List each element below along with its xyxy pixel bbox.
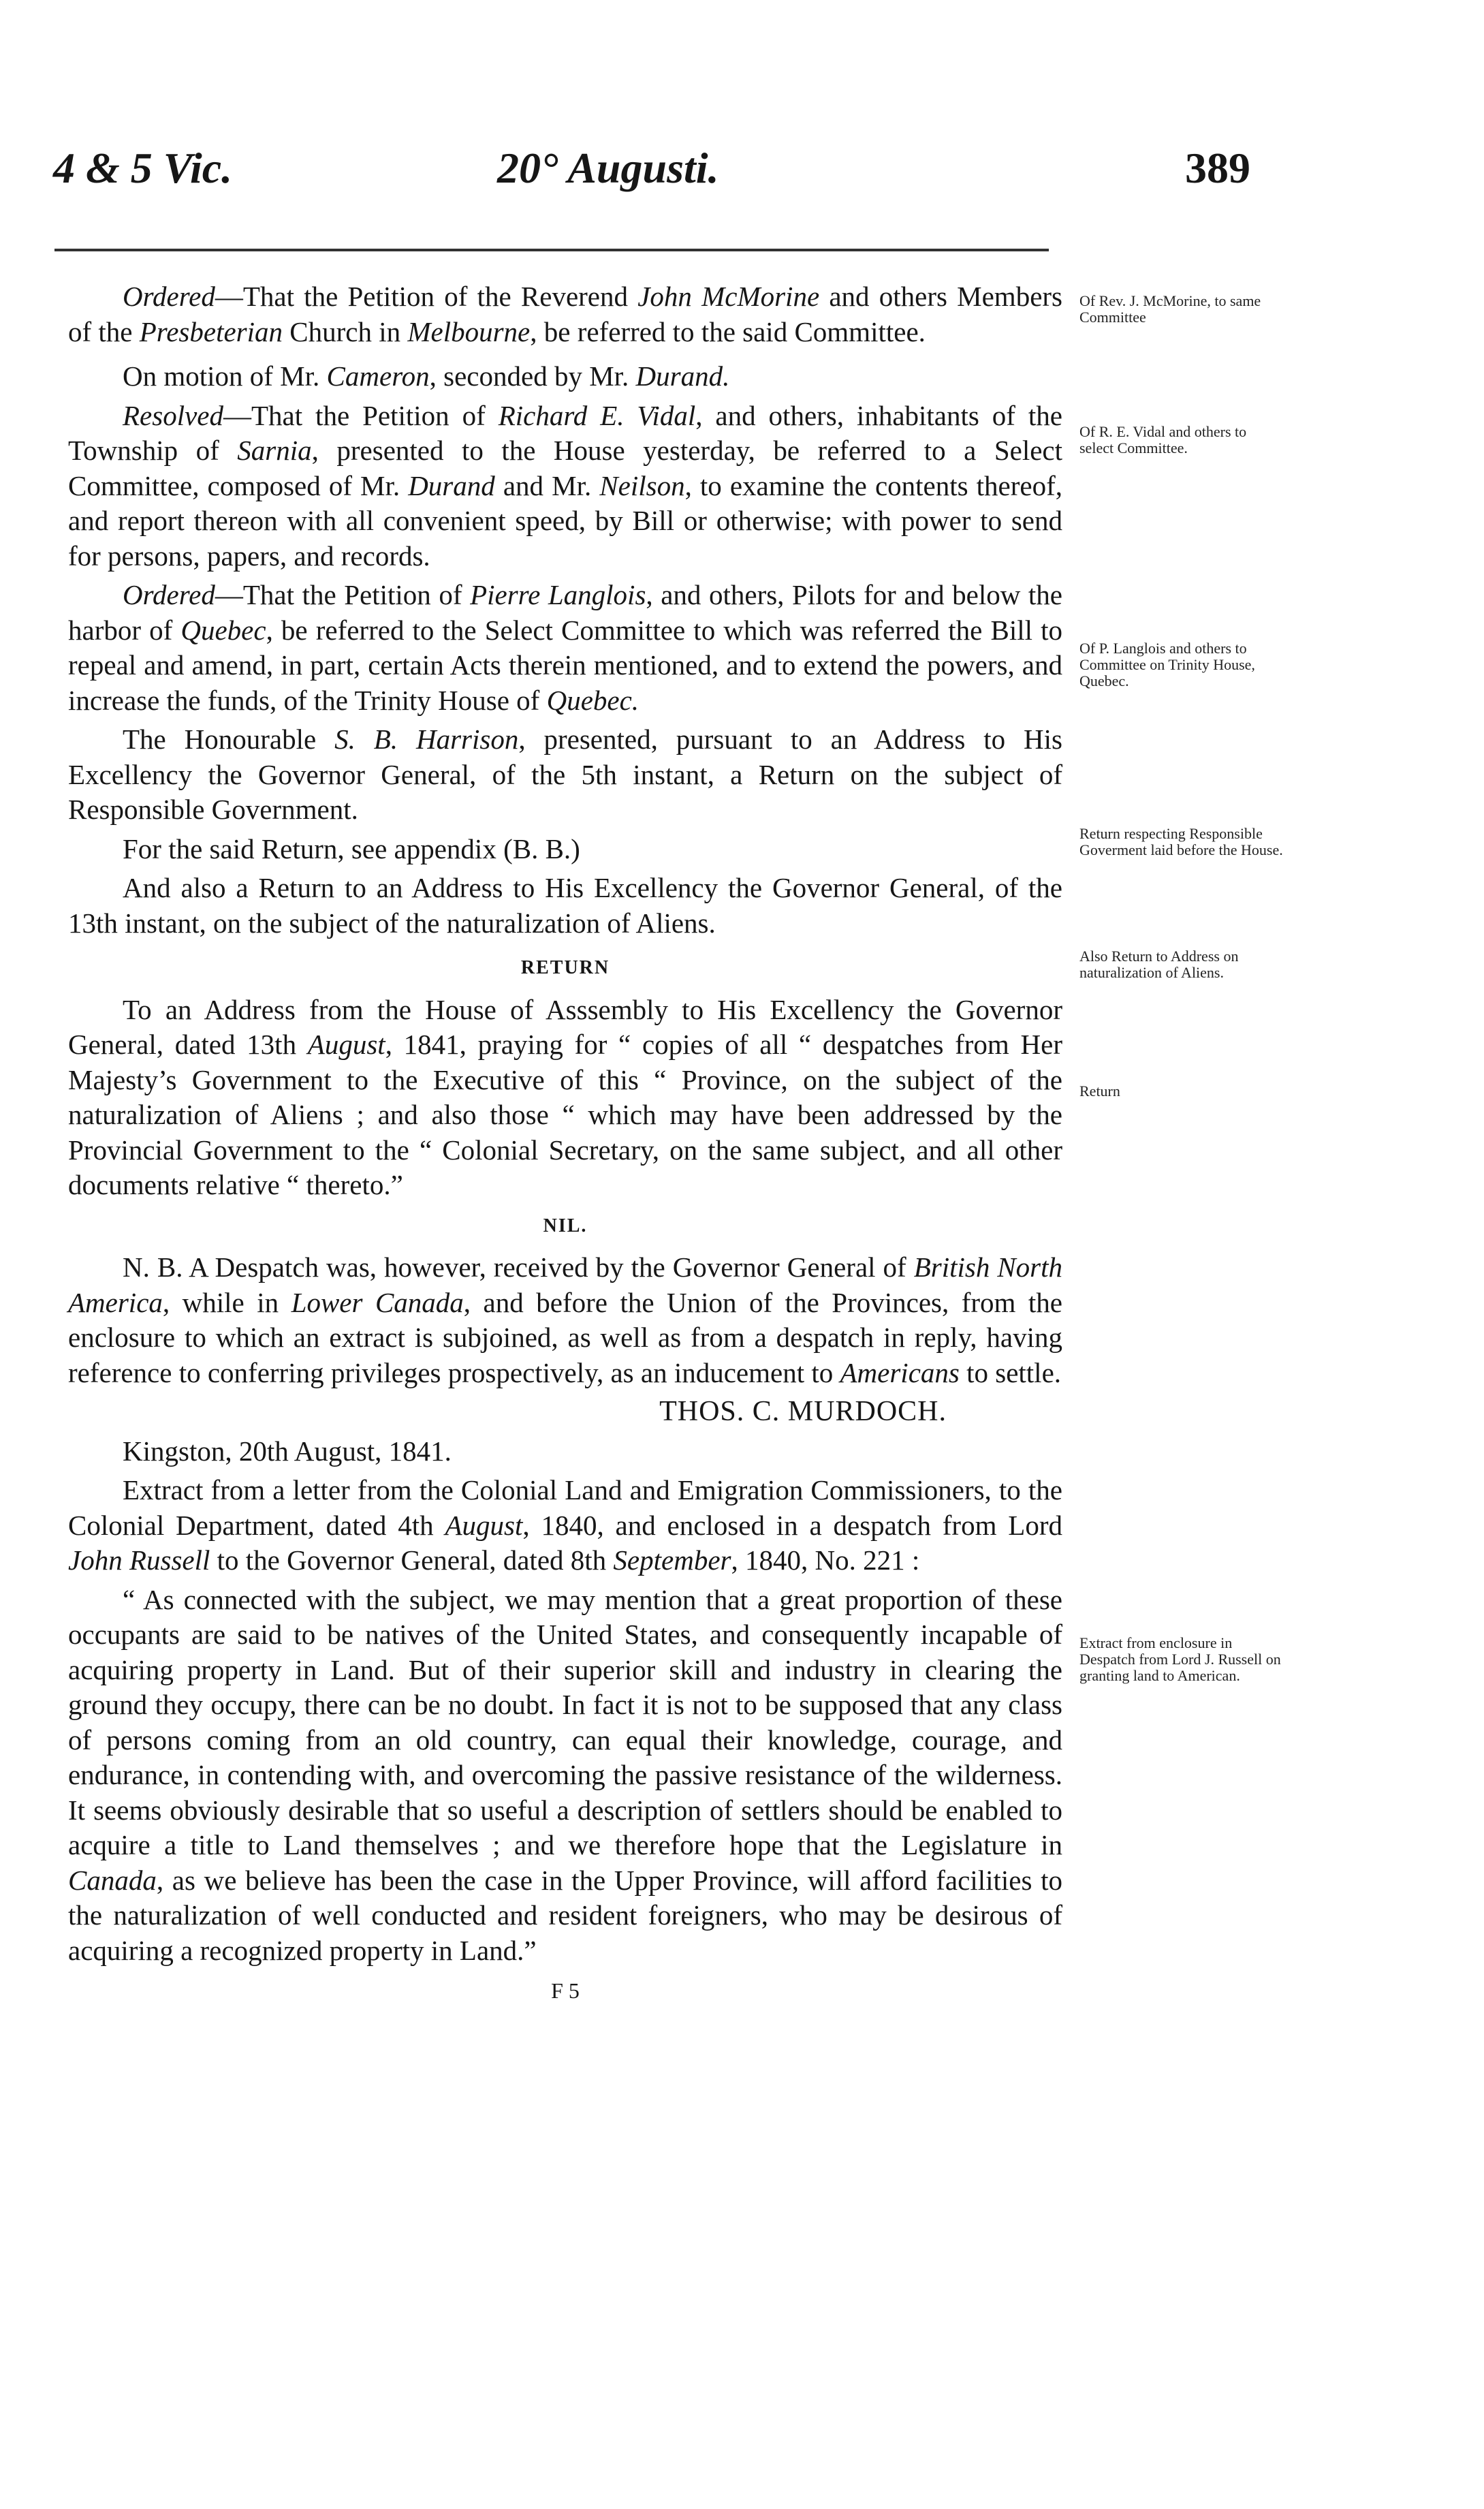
paragraph-langlois: Ordered—That the Petition of Pierre Langlois, and others, Pilots for and below the harbor of Quebec, be referred to the Select Committee to which was referred the Bill to repeal and amend, in part, certain Acts therein mentioned, and to extend the powers, and increase the funds, of the Trinity House of Quebec.: [68, 579, 1062, 716]
margin-note-vidal: Of R. E. Vidal and others to select Committee.: [1079, 423, 1247, 456]
page-number: 389: [1185, 144, 1250, 192]
paragraph-harrison: The Honourable S. B. Harrison, presented, pursuant to an Address to His Excellency the Governor General, of the 5th instant, a Return on the subject of Responsible Government.: [68, 723, 1062, 825]
session-date: 20° Augusti.: [497, 144, 719, 192]
date-line: Kingston, 20th August, 1841.: [123, 1435, 452, 1467]
paragraph-address: To an Address from the House of Asssembly to His Excellency the Governor General, dated 13th August, 1841, praying for “ copies of all “ despatches from Her Majesty’s Government to the Executive of this “ Province, on the subject of the naturalization of Aliens ; and also those “ which may have been addressed by the Provincial Government to the “ Colonial Secretary, on the same subject, and all other documents relative “ thereto.”: [68, 993, 1062, 1200]
header-rule: [54, 249, 1049, 251]
paragraph-extract-quote: “ As connected with the subject, we may mention that a great proportion of these occupants are said to be natives of the United States, and consequently incapable of acquiring property in Land. But of their superior skill and industry in clearing the ground they occupy, there can be no doubt. In fact it is not to be supposed that any class of persons coming from an old country, can equal their knowledge, courage, and endurance, in contending with, and overcoming the passive resistance of the wilderness. It seems obviously desirable that so useful a description of settlers should be enabled to acquire a title to Land themselves ; and we therefore hope that the Legislature in Canada, as we believe has been the case in the Upper Province, will afford facilities to the naturalization of well conducted and resident foreigners, who may be desirous of acquiring a recognized property in Land.”: [68, 1583, 1062, 1966]
folio-mark: F 5: [551, 1978, 580, 2003]
paragraph-vidal: Resolved—That the Petition of Richard E. Vidal, and others, inhabitants of the Township of Sarnia, presented to the House yesterday, be referred to a Select Committee, composed of Mr. Durand and Mr. Neilson, to examine the contents thereof, and report thereon with all convenient speed, by Bill or otherwise; with power to send for persons, papers, and records.: [68, 399, 1062, 572]
paragraph-extract-intro: Extract from a letter from the Colonial Land and Emigration Commissioners, to the Colonial Department, dated 4th August, 1840, and enclosed in a despatch from Lord John Russell to the Governor General, dated 8th September, 1840, No. 221 :: [68, 1474, 1062, 1576]
nil-heading: NIL.: [543, 1215, 588, 1236]
return-heading: RETURN: [520, 957, 610, 978]
regnal-year: 4 & 5 Vic.: [53, 144, 233, 192]
paragraph-appendix: For the said Return, see appendix (B. B.): [123, 832, 580, 864]
paragraph-mcmorine: Ordered—That the Petition of the Reverend John McMorine and others Members of the Presbeterian Church in Melbourne, be referred to the said Committee.: [68, 281, 1063, 347]
margin-note-langlois: Of P. Langlois and others to Committee on Trinity House, Quebec.: [1079, 640, 1255, 689]
margin-note-extract: Extract from enclosure in Despatch from Lord J. Russell on granting land to American.: [1079, 1634, 1281, 1684]
margin-note-mcmorine: Of Rev. J. McMorine, to same Committee: [1079, 292, 1261, 326]
paragraph-motion: On motion of Mr. Cameron, seconded by Mr. Durand.: [123, 360, 730, 392]
margin-note-naturalization: Also Return to Address on naturalization of Aliens.: [1079, 948, 1239, 981]
signature: THOS. C. MURDOCH.: [659, 1396, 947, 1427]
paragraph-aliens-return: And also a Return to an Address to His Excellency the Governor General, of the 13th instant, on the subject of the naturalization of Aliens.: [68, 872, 1062, 939]
paragraph-nota-bene: N. B. A Despatch was, however, received by the Governor General of British North America, while in Lower Canada, and before the Union of the Provinces, from the enclosure to which an extract is subjoined, as well as from a despatch in reply, having reference to conferring privileges prospectively, as an inducement to Americans to settle.: [68, 1251, 1063, 1388]
journal-body: [68, 279, 1062, 2013]
margin-note-return: Return: [1079, 1082, 1120, 1100]
margin-note-responsible-government: Return respecting Responsible Goverment laid before the House.: [1079, 825, 1283, 858]
